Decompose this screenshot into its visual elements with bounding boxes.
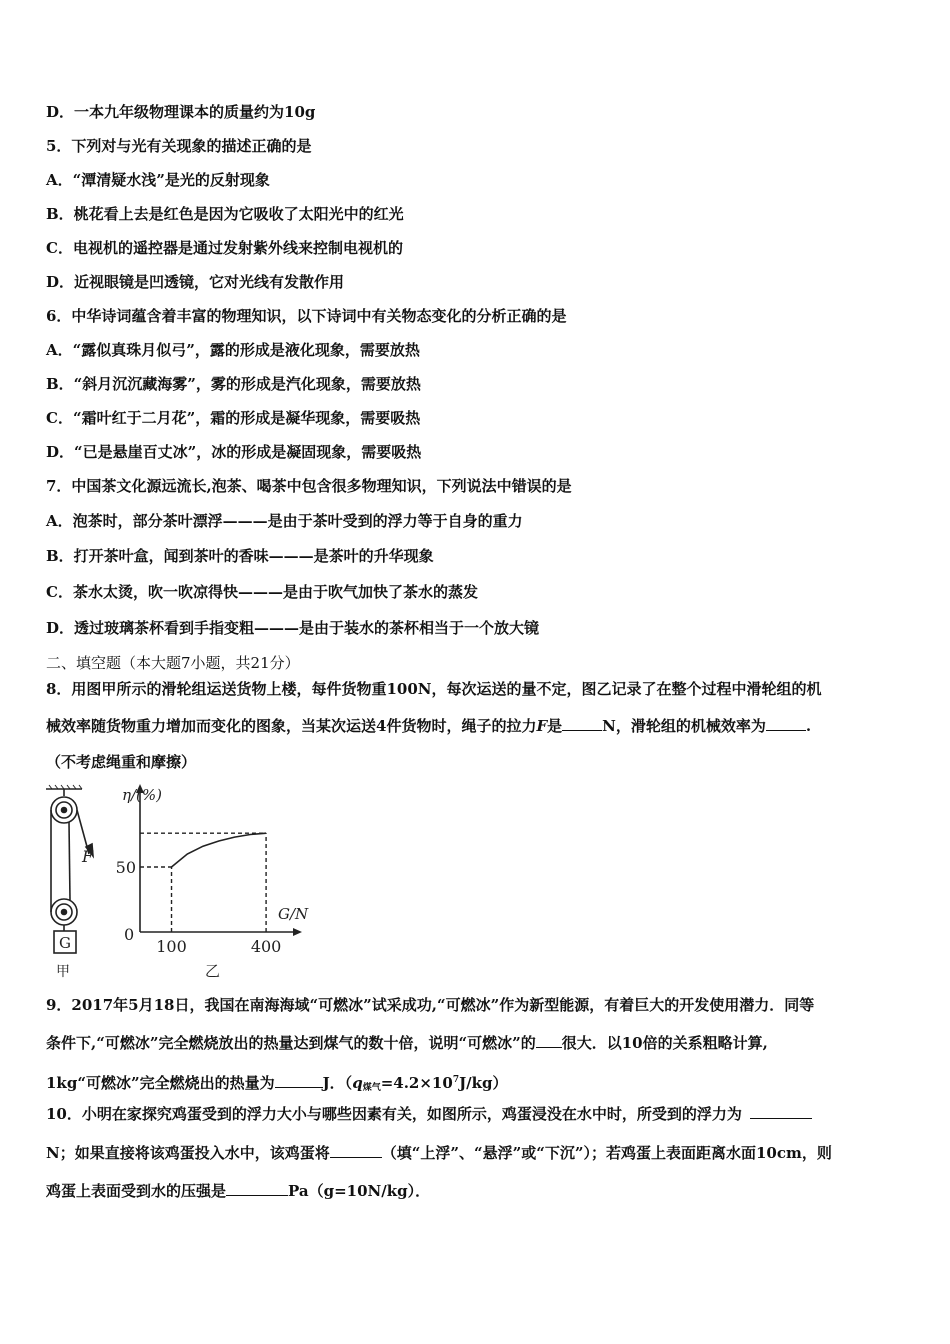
q7-option-c: C．茶水太烫，吹一吹凉得快———是由于吹气加快了茶水的蒸发 <box>46 583 478 601</box>
y-axis-label: η/(%) <box>122 786 162 804</box>
q10-text-c: （填“上浮”、“悬浮”或“下沉”）；若鸡蛋上表面距离水面10cm，则 <box>381 1144 832 1162</box>
q7-stem: 7．中国茶文化源远流长,泡茶、喝茶中包含很多物理知识，下列说法中错误的是 <box>46 477 572 495</box>
q6-option-d: D．“已是悬崖百丈冰”，冰的形成是凝固现象，需要吸热 <box>46 443 422 461</box>
q10-text-b: N；如果直接将该鸡蛋投入水中，该鸡蛋将 <box>46 1144 330 1162</box>
y-tick-label: 50 <box>115 858 136 877</box>
q6-option-b: B．“斜月沉沉藏海雾”，雾的形成是汽化现象，需要放热 <box>46 375 421 393</box>
q5-option-b: B．桃花看上去是红色是因为它吸收了太阳光中的红光 <box>46 205 404 223</box>
efficiency-graph <box>116 784 309 980</box>
q8-text-d: . <box>805 717 812 735</box>
q8-text-c: N，滑轮组的机械效率为 <box>602 717 766 735</box>
q5-option-d: D．近视眼镜是凹透镜，它对光线有发散作用 <box>46 273 345 291</box>
q9-sup-7: 7 <box>452 1075 460 1085</box>
q10-blank-state[interactable] <box>330 1143 382 1158</box>
q8-figure <box>40 784 330 984</box>
q8-blank-efficiency[interactable] <box>766 716 806 731</box>
q7-option-d: D．透过玻璃茶杯看到手指变粗———是由于装水的茶杯相当于一个放大镜 <box>46 619 540 637</box>
q10-line-3 <box>46 1181 430 1201</box>
q5-option-a: A．“潭清疑水浅”是光的反射现象 <box>46 171 270 189</box>
x-axis-arrow <box>293 928 302 936</box>
q10-line-2 <box>46 1143 832 1163</box>
q9-text-b: 很大．以10倍的关系粗略计算, <box>561 1034 768 1052</box>
rope-middle <box>69 822 70 900</box>
q4-option-d: D．一本九年级物理课本的质量约为10g <box>46 103 316 121</box>
pulley-load-label: G <box>59 934 71 952</box>
q9-var-q: q <box>352 1074 363 1092</box>
q7-option-a: A．泡茶时，部分茶叶漂浮———是由于茶叶受到的浮力等于自身的重力 <box>46 512 523 530</box>
q6-option-a: A．“露似真珠月似弓”，露的形成是液化现象，需要放热 <box>46 341 420 359</box>
q9-line-2 <box>46 1033 768 1053</box>
q9-line-1: 9．2017年5月18日，我国在南海海域“可燃冰”试采成功,“可燃冰”作为新型能源，有着巨大的开发使用潜力．同等 <box>46 996 815 1014</box>
q9-blank-heat[interactable] <box>275 1073 323 1088</box>
q9-text-a: 条件下,“可燃冰”完全燃烧放出的热量达到煤气的数十倍，说明“可燃冰”的 <box>46 1034 536 1052</box>
pulley-system <box>46 785 93 953</box>
q10-text-a: 10．小明在家探究鸡蛋受到的浮力大小与哪些因素有关，如图所示，鸡蛋浸没在水中时，所受到的浮力为 <box>46 1105 742 1123</box>
q9-line-3 <box>46 1070 508 1098</box>
q10-text-e: Pa（g=10N/kg）． <box>288 1182 431 1200</box>
q10-text-d: 鸡蛋上表面受到水的压强是 <box>46 1182 227 1200</box>
q5-option-c: C．电视机的遥控器是通过发射紫外线来控制电视机的 <box>46 239 403 257</box>
x-tick-label: 100 <box>156 937 187 956</box>
q9-text-d: J．（ <box>322 1074 353 1092</box>
q5-stem: 5．下列对与光有关现象的描述正确的是 <box>46 137 312 155</box>
q6-stem: 6．中华诗词蕴含着丰富的物理知识，以下诗词中有关物态变化的分析正确的是 <box>46 307 567 325</box>
reference-lines <box>140 833 266 932</box>
x-axis-label: G/N <box>278 905 309 923</box>
q8-line-3: （不考虑绳重和摩擦） <box>46 753 197 771</box>
efficiency-curve <box>172 833 267 867</box>
q8-var-f: F <box>536 717 548 735</box>
graph-caption: 乙 <box>205 962 221 980</box>
q8-text-a: 械效率随货物重力增加而变化的图象，当某次运送4件货物时，绳子的拉力 <box>46 717 537 735</box>
pulley-caption: 甲 <box>56 964 70 980</box>
q8-blank-force[interactable] <box>562 716 602 731</box>
origin-label: 0 <box>124 925 135 944</box>
q8-line-2 <box>46 716 811 736</box>
q10-blank-pressure[interactable] <box>226 1181 288 1196</box>
q6-option-c: C．“霜叶红于二月花”，霜的形成是凝华现象，需要吸热 <box>46 409 421 427</box>
pulley-force-label: F <box>82 847 94 866</box>
q9-text-f: J/kg） <box>459 1074 508 1092</box>
q8-text-b: 是 <box>547 717 563 735</box>
section-heading: 二、填空题（本大题7小题，共21分） <box>46 654 300 672</box>
x-tick-label: 400 <box>250 937 282 956</box>
q9-text-e: =4.2×10 <box>380 1074 453 1092</box>
q10-blank-buoyancy[interactable] <box>750 1104 812 1119</box>
q10-line-1 <box>46 1104 812 1124</box>
q9-sub-gas: 煤气 <box>362 1083 381 1093</box>
q9-blank-property[interactable] <box>536 1033 562 1048</box>
q8-line-1: 8．用图甲所示的滑轮组运送货物上楼，每件货物重100N，每次运送的量不定，图乙记录了在整个过程中滑轮组的机 <box>46 680 822 698</box>
q9-text-c: 1kg“可燃冰”完全燃烧出的热量为 <box>46 1074 275 1092</box>
q7-option-b: B．打开茶叶盒，闻到茶叶的香味———是茶叶的升华现象 <box>46 547 434 565</box>
